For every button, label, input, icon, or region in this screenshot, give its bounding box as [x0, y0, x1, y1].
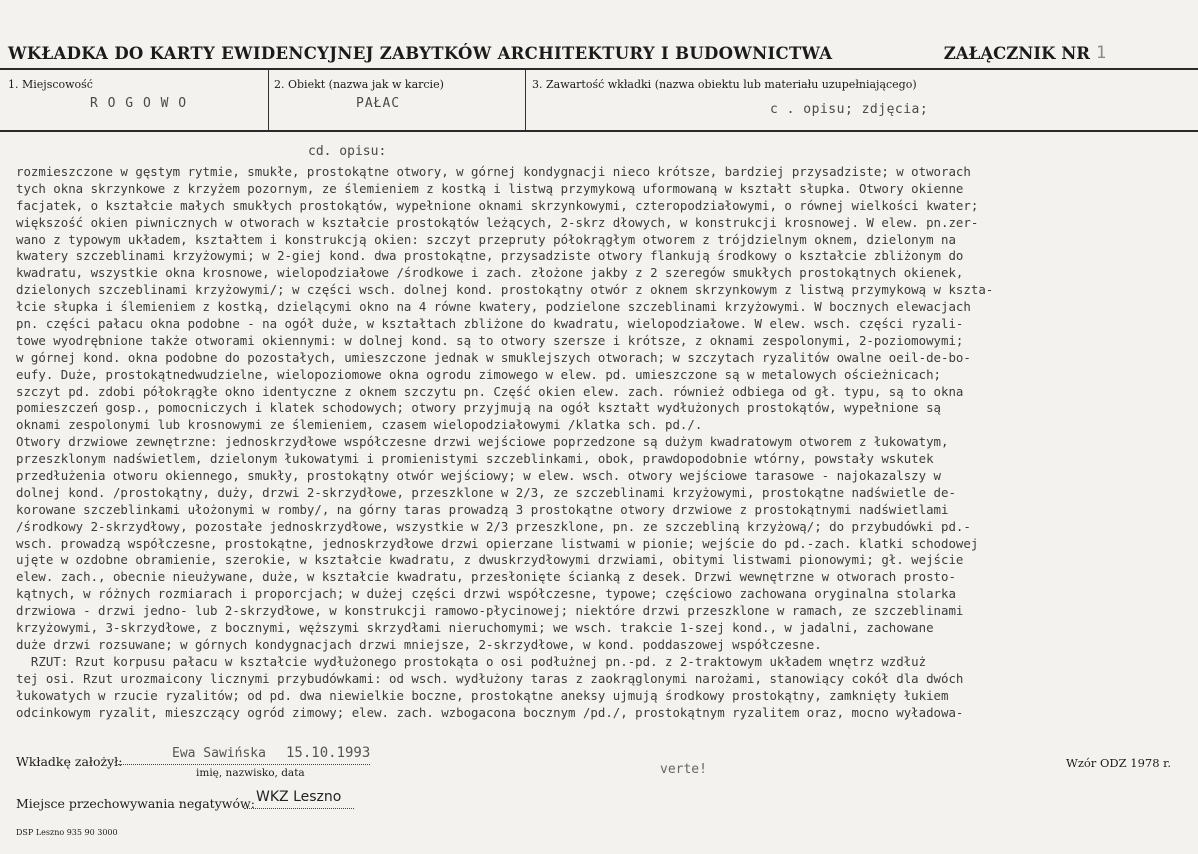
locality-label: 1. Miejscowość — [8, 78, 93, 91]
text-line: wsch. prowadzą współczesne, prostokątne, jednoskrzydłowe drzwi opierzane listwami w pionie; wejście do pd.-zach. klatki schodowej — [16, 535, 979, 551]
text-line: drzwiowa - drzwi jedno- lub 2-skrzydłowe, w konstrukcji ramowo-płycinowej; niektóre drzwi przeszklone w ramach, ze szczeblinami — [16, 603, 964, 619]
text-line: przedłużenia otworu okiennego, smukły, prostokątny otwór wejściowy; w elew. wsch. otwory wejściowe tarasowe - najokazalszy w — [16, 468, 942, 484]
object-label: 2. Obiekt (nazwa jak w karcie) — [274, 78, 444, 91]
field-divider-2 — [525, 70, 526, 130]
text-line: /środkowy 2-skrzydłowy, pozostałe jednoskrzydłowe, wszystkie w 2/3 przeszklone, pn. ze szczebliną krzyżową/; do przybudówki pd.- — [16, 518, 971, 534]
text-line: oknami zespolonymi lub krosnowymi ze ślemieniem, czasem wielopodziałowymi /klatka sch. pd./. — [16, 417, 703, 433]
text-line: elew. zach., obecnie nieużywane, duże, w kształcie kwadratu, przesłonięte ścianką z desek. Drzwi wewnętrzne w otworach prosto- — [16, 569, 956, 585]
text-line: towe wyodrębnione także otworami okiennymi: w dolnej kond. są to otwory szersze i krótsze, z oknami zespolonymi, 2-poziomowymi; — [16, 332, 964, 348]
text-line: łcie słupka i ślemieniem z kostką, dzielącymi okno na 4 równe kwatery, podzielone szczeblinami krzyżowymi. W bocznych elewacjach — [16, 299, 971, 315]
description-text — [16, 164, 1188, 721]
text-line: facjatek, o kształcie małych smukłych prostokątów, wypełnione oknami skrzynkowymi, czteropodziałowymi, o równej wielkości kwater; — [16, 197, 979, 213]
text-line: rozmieszczone w gęstym rytmie, smukłe, prostokątne otwory, w górnej kondygnacji nieco krótsze, bardziej przysadziste; w otworach — [16, 164, 971, 179]
verte-note: verte! — [660, 762, 707, 777]
text-line: odcinkowym ryzalit, mieszczący ogród zimowy; elew. zach. wzbogacona bocznym /pd./, prostokątnym ryzalitem oraz, mocno wyładowa- — [16, 704, 964, 720]
text-line: w górnej kond. okna podobne do pozostałych, umieszczone jednak w smuklejszych otworach; w szczytach ryzalitów owalne oeil-de-bo- — [16, 349, 971, 365]
created-date: 15.10.1993 — [286, 745, 371, 761]
text-line: Otwory drzwiowe zewnętrzne: jednoskrzydłowe współczesne drzwi wejściowe poprzedzone są dużym kwadratowym otworem z łukowatym, — [16, 434, 949, 450]
form-title: WKŁADKA DO KARTY EWIDENCYJNEJ ZABYTKÓW ARCHITEKTURY I BUDOWNICTWA — [8, 44, 833, 63]
text-line: eufy. Duże, prostokątnedwudzielne, wielopoziomowe okna ogrodu zimowego w elew. pd. umieszczone są w metalowych ościeżnicach; — [16, 366, 942, 382]
text-line: korowane szczeblinkami ułożonymi w romby/, na górny taras prowadzą 3 prostokątne otwory drzwiowe z prostokątnymi nadświetlami — [16, 501, 949, 517]
contents-label: 3. Zawartość wkładki (nazwa obiektu lub materiału uzupełniającego) — [532, 78, 917, 91]
negatives-location: WKZ Leszno — [256, 789, 342, 805]
text-line: pn. części pałacu okna podobne - na ogół duże, w kształtach zbliżone do kwadratu, wielopodziałowe. W elew. wsch. części ryzali- — [16, 316, 964, 332]
text-line: pomieszczeń gosp., pomocniczych i klatek schodowych; otwory przyjmują na ogół kształt wydłużonych prostokątów, wypełnione są — [16, 400, 942, 416]
signature-line — [118, 764, 370, 765]
header-rule-bottom — [0, 130, 1198, 132]
signature-caption: imię, nazwisko, data — [196, 767, 305, 779]
text-line: RZUT: Rzut korpusu pałacu w kształcie wydłużonego prostokąta o osi podłużnej pn.-pd. z 2-traktowym układem wnętrz wzdłuż — [16, 653, 927, 669]
locality-value: R O G O W O — [90, 96, 188, 111]
text-line: przeszklonym nadświetlem, dzielonym łukowatymi i promienistymi szczeblinkami, obok, prawdopodobnie wtórny, powstały wskutek — [16, 451, 934, 467]
text-line: tych okna skrzynkowe z krzyżem pozornym, ze ślemieniem z kostką i listwą przymykową uformowaną w kształt słupka. Otwory okienne — [16, 180, 964, 196]
description-heading: cd. opisu: — [308, 144, 387, 159]
text-line: wano z typowym układem, kształtem i konstrukcją okien: szczyt przepruty półokrągłym otworem z trójdzielnym oknem, dzielonym na — [16, 231, 956, 247]
text-line: tej osi. Rzut urozmaicony licznymi przybudówkami: od wsch. wydłużony taras z zaokrąglonymi narożami, stanowiący cokół dla dwóch — [16, 670, 964, 686]
object-value: PAŁAC — [356, 96, 401, 111]
text-line: łukowatych w rzucie ryzalitów; od pd. dwa niewielkie boczne, prostokątne aneksy ujmują środkowy prostokątny, zamknięty łukiem — [16, 687, 949, 703]
contents-value: c . opisu; zdjęcia; — [770, 102, 929, 117]
negatives-label: Miejsce przechowywania negatywów: — [16, 796, 255, 811]
annex-label: ZAŁĄCZNIK NR — [943, 44, 1090, 63]
text-line: ujęte w ozdobne obramienie, szerokie, w kształcie kwadratu, z dwuskrzydłowymi drzwiami, obitymi listwami pionowymi; gł. wejście — [16, 552, 964, 568]
negatives-line — [244, 808, 354, 809]
created-by-label: Wkładkę założył: — [16, 754, 123, 769]
printer-note: DSP Leszno 935 90 3000 — [16, 828, 118, 837]
text-line: duże drzwi rozsuwane; w górnych kondygnacjach drzwi mniejsze, 2-skrzydłowe, w kond. poddaszowej współczesne. — [16, 636, 822, 652]
form-model: Wzór ODZ 1978 r. — [1066, 756, 1172, 770]
header-rule-top — [0, 68, 1198, 70]
text-line: kątnych, w różnych rozmiarach i proporcjach; w dużej części drzwi współczesne, typowe; częściowo zachowana oryginalna stolarka — [16, 586, 956, 602]
text-line: krzyżowymi, 3-skrzydłowe, z bocznymi, węższymi skrzydłami nieruchomymi; we wsch. trakcie 1-szej kond., w jadalni, zachowane — [16, 620, 934, 636]
text-line: kwadratu, wszystkie okna krosnowe, wielopodziałowe /środkowe i zach. złożone jakby z 2 szeregów smukłych prostokątnych okienek, — [16, 265, 964, 281]
text-line: szczyt pd. zdobi półokrągłe okno identyczne z oknem szczytu pn. Część okien elew. zach. również odbiega od gł. typu, są to okna — [16, 383, 964, 399]
author-name: Ewa Sawińska — [172, 746, 266, 761]
annex-number: 1 — [1096, 43, 1107, 63]
text-line: kwatery szczeblinami krzyżowymi; w 2-giej kond. dwa prostokątne, przysadziste otwory flankują środkowy o kształcie zbliżonym do — [16, 248, 964, 264]
text-line: większość okien piwnicznych w otworach w kształcie prostokątów leżących, 2-skrz dłowych, w konstrukcji krosnowej. W elew. pn.zer- — [16, 214, 979, 230]
text-line: dzielonych szczeblinami krzyżowymi/; w części wsch. dolnej kond. prostokątny otwór z oknem skrzynkowym z listwą przymykową w kszta- — [16, 282, 994, 298]
field-divider-1 — [268, 70, 269, 130]
text-line: dolnej kond. /prostokątny, duży, drzwi 2-skrzydłowe, przeszklone w 2/3, ze szczeblinami krzyżowymi, prostokątne nadświetle de- — [16, 484, 956, 500]
